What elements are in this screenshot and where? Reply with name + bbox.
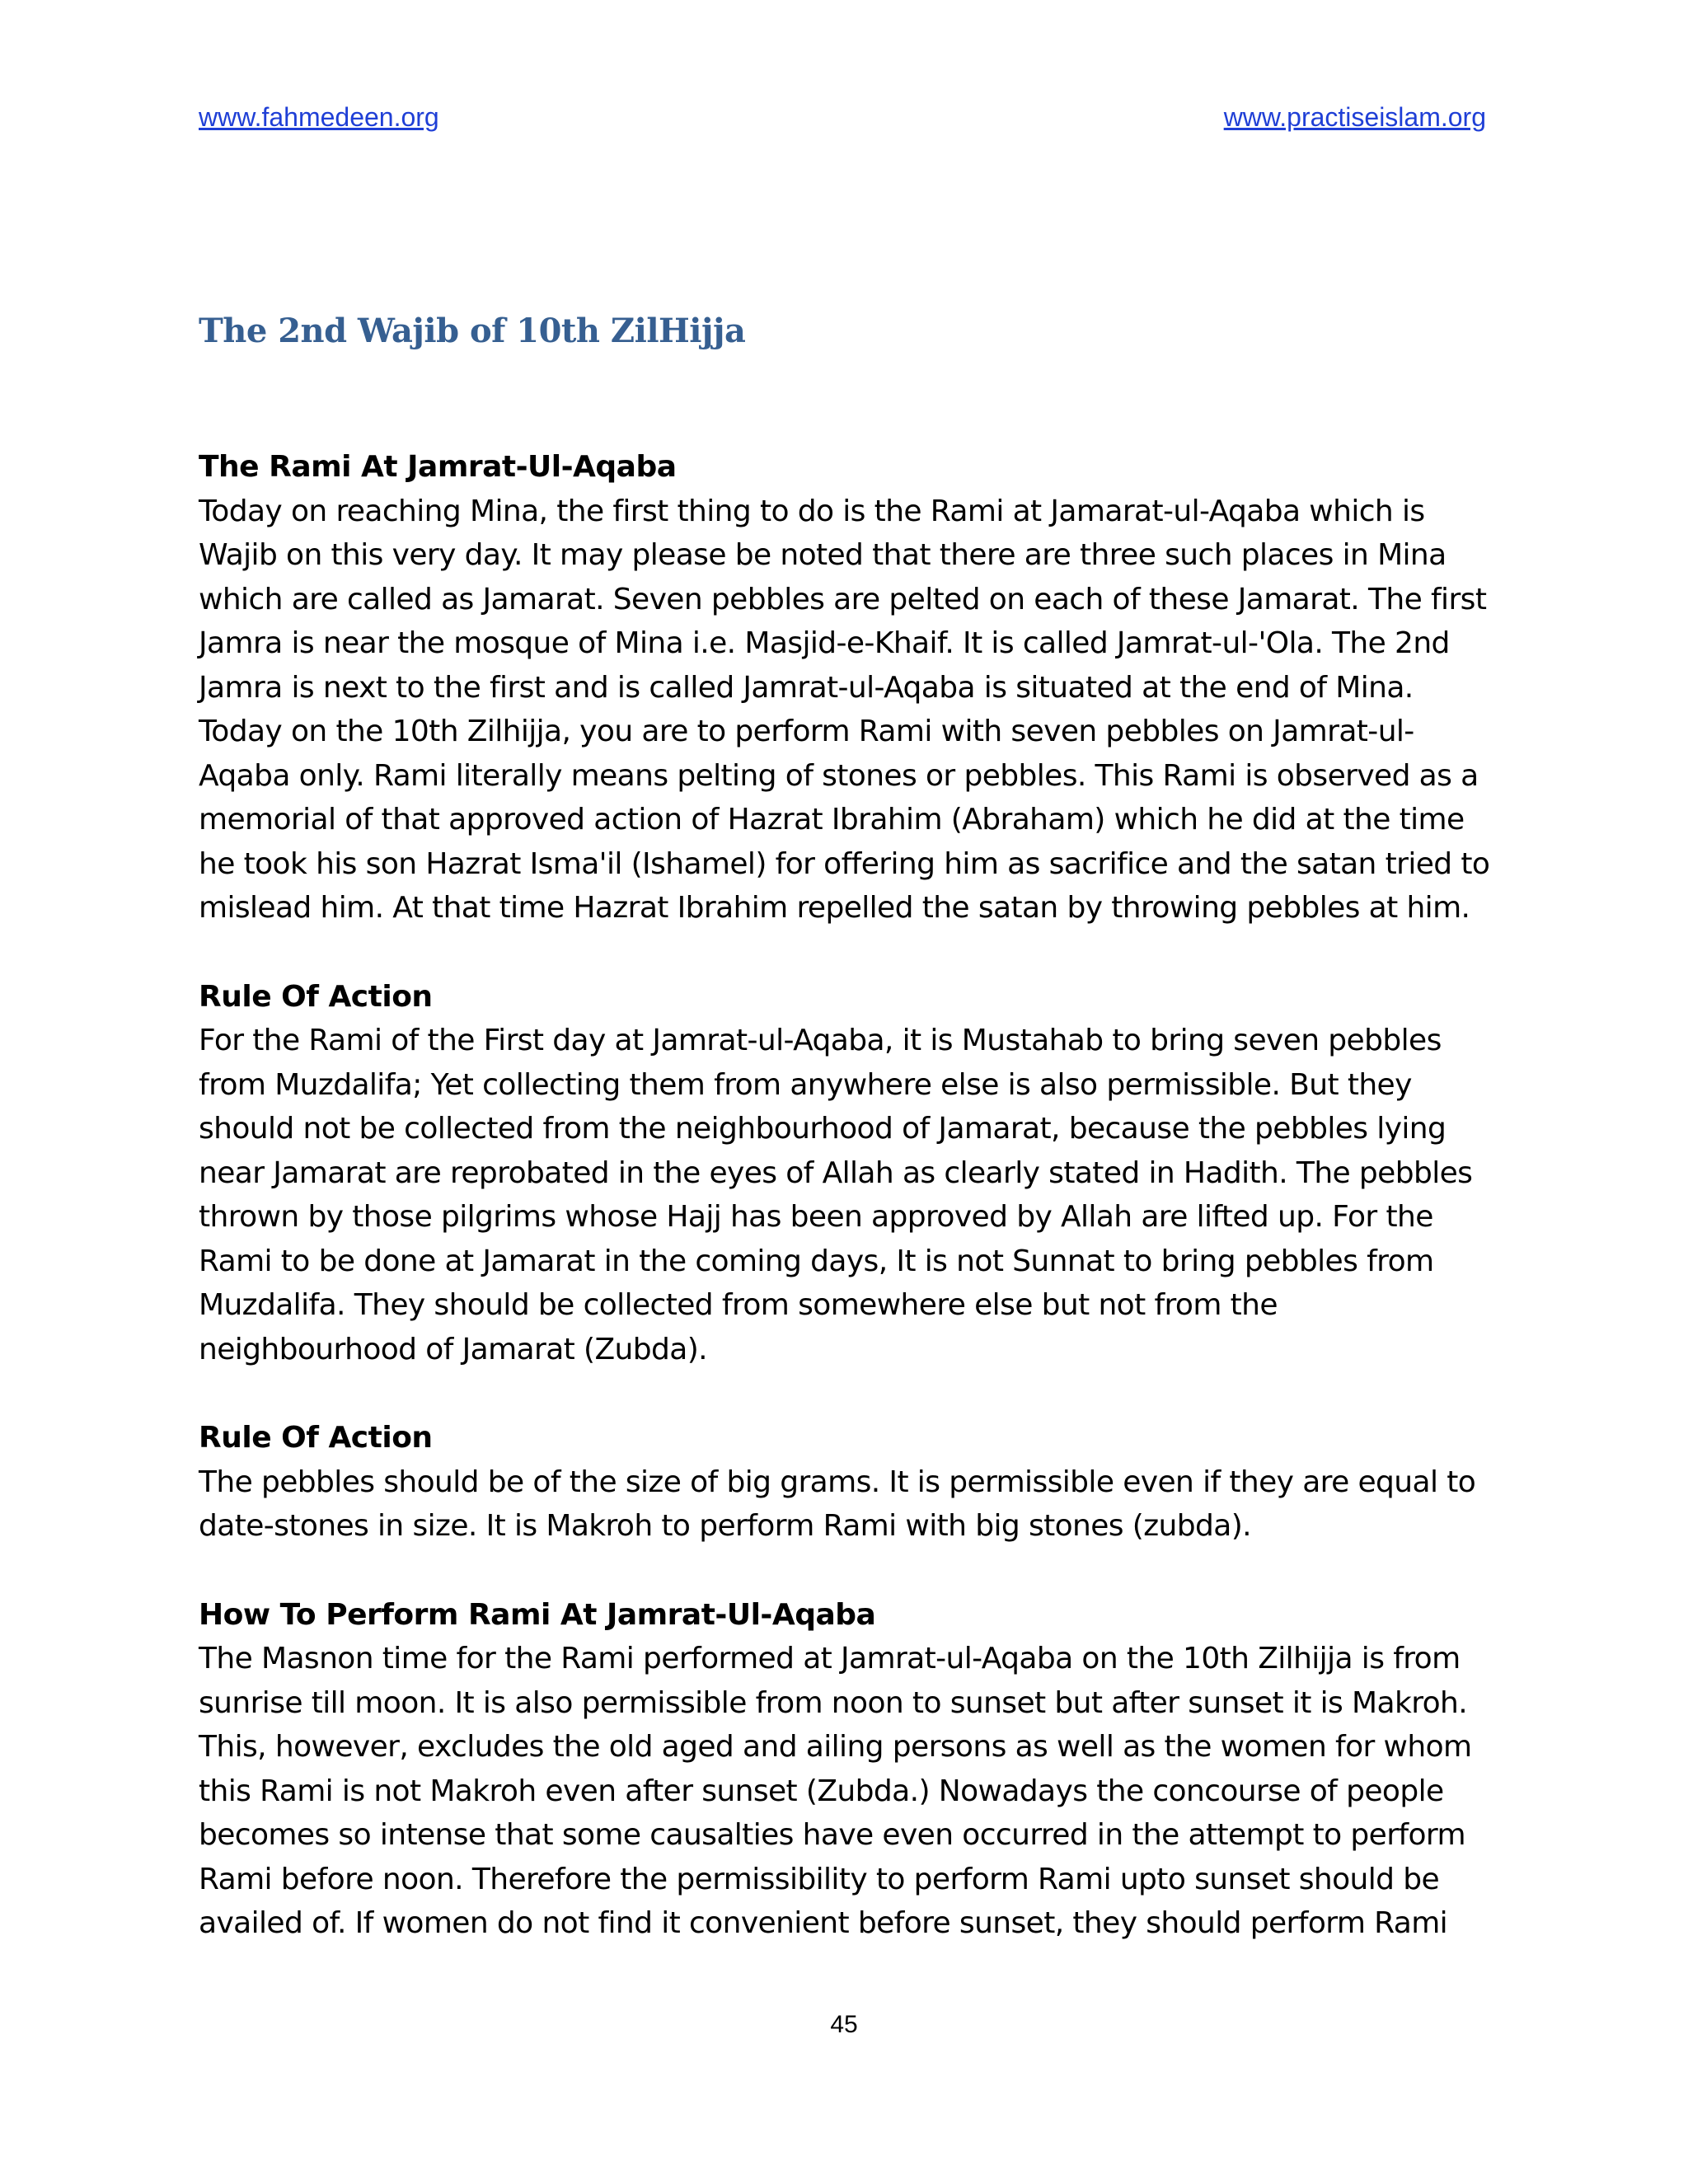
section-rami-at-jamrat-ul-aqaba [199,445,1493,930]
header-link-practiseislam[interactable]: www.practiseislam.org [1223,102,1486,132]
section-how-to-perform-rami [199,1593,1493,1946]
section-heading: The Rami At Jamrat-Ul-Aqaba [199,450,677,484]
page-title: The 2nd Wajib of 10th ZilHijja [199,312,746,350]
section-body: The pebbles should be of the size of big grams. It is permissible even if they are equal to date-stones in size. It is Makroh to perform Rami with big stones (zubda). [199,1465,1476,1543]
section-body: For the Rami of the First day at Jamrat-ul-Aqaba, it is Mustahab to bring seven pebbles from Muzdalifa; Yet collecting them from anywhere else is also permissible. But they should not be collected from the neighbourhood of Jamarat, because the pebbles lying near Jamarat are reprobated in the eyes of Allah as clearly stated in Hadith. The pebbles thrown by those pilgrims whose Hajj has been approved by Allah are lifted up. For the Rami to be done at Jamarat in the coming days, It is not Sunnat to bring pebbles from Muzdalifa. They should be collected from somewhere else but not from the neighbourhood of Jamarat (Zubda). [199,1024,1473,1366]
section-rule-of-action-1 [199,975,1493,1372]
section-body: Today on reaching Mina, the first thing to do is the Rami at Jamarat-ul-Aqaba which is Wajib on this very day. It may please be noted that there are three such places in Mina which are called as Jamarat. Seven pebbles are pelted on each of these Jamarat. The first Jamra is near the mosque of Mina i.e. Masjid-e-Khaif. It is called Jamrat-ul-'Ola. The 2nd Jamra is next to the first and is called Jamrat-ul-Aqaba is situated at the end of Mina. Today on the 10th Zilhijja, you are to perform Rami with seven pebbles on Jamrat-ul-Aqaba only. Rami literally means pelting of stones or pebbles. This Rami is observed as a memorial of that approved action of Hazrat Ibrahim (Abraham) which he did at the time he took his son Hazrat Isma'il (Ishamel) for offering him as sacrifice and the satan tried to mislead him. At that time Hazrat Ibrahim repelled the satan by throwing pebbles at him. [199,494,1490,925]
section-heading: Rule Of Action [199,979,433,1014]
header-link-fahmedeen[interactable]: www.fahmedeen.org [199,102,439,132]
main-content [199,445,1493,1990]
section-rule-of-action-2 [199,1416,1493,1549]
section-heading: Rule Of Action [199,1421,433,1455]
page-number: 45 [830,2011,858,2038]
section-body: The Masnon time for the Rami performed at Jamrat-ul-Aqaba on the 10th Zilhijja is from sunrise till moon. It is also permissible from noon to sunset but after sunset it is Makroh. This, however, excludes the old aged and ailing persons as well as the women for whom this Rami is not Makroh even after sunset (Zubda.) Nowadays the concourse of people becomes so intense that some causalties have even occurred in the attempt to perform Rami before noon. Therefore the permissibility to perform Rami upto sunset should be availed of. If women do not find it convenient before sunset, they should perform Rami [199,1642,1472,1940]
section-heading: How To Perform Rami At Jamrat-Ul-Aqaba [199,1597,876,1632]
